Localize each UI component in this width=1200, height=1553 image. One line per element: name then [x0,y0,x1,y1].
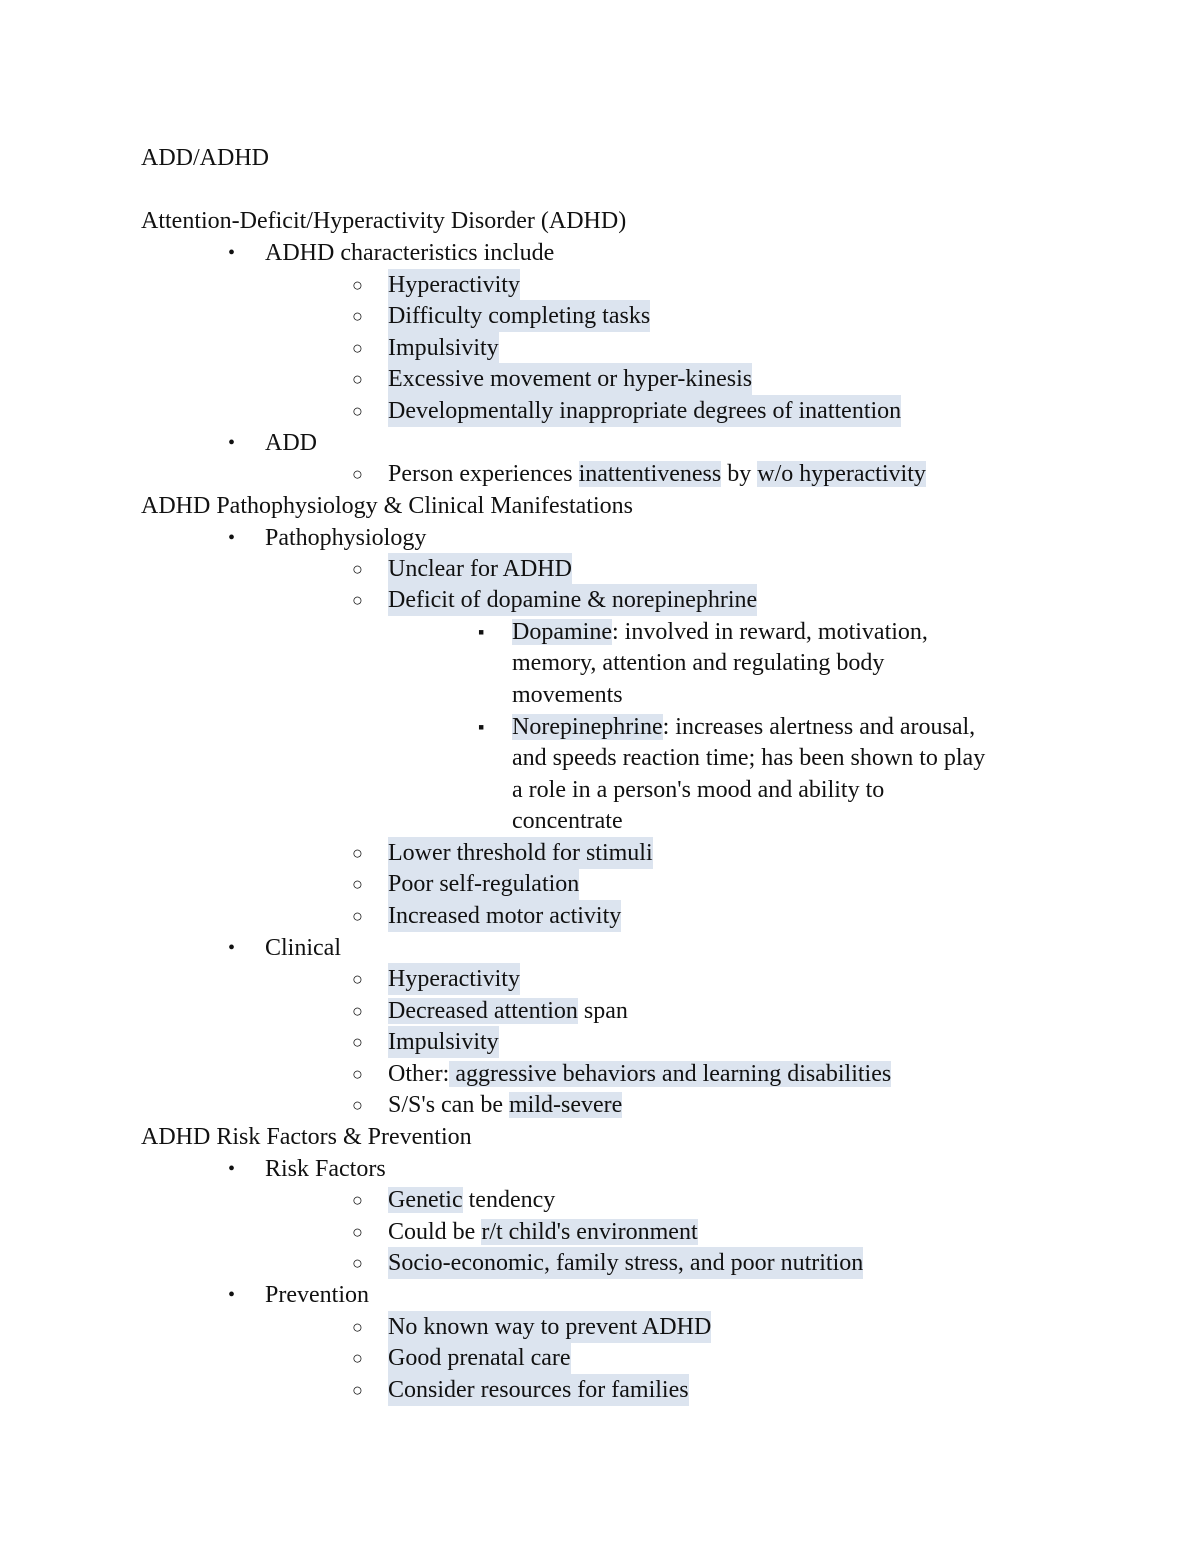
circle-bullet-icon: ○ [352,843,363,863]
circle-bullet-icon: ○ [352,559,363,579]
bullet-icon: • [228,527,236,549]
circle-bullet-icon: ○ [352,1064,363,1084]
document-page: ADD/ADHD Attention-Deficit/Hyperactivity Disorder (ADHD) • ADHD characteristics include ○ Hyperactivity ○ Difficulty completing tasks ○ Impulsivity ○ Excessive movement or hyper-kinesis ○ Developmentally inappropriate degrees of inattention • ADD ○ Person experiences inattentiveness by w/o hyperactivity ADHD Pathophysiology & Clinical Manifestations • Pathophysiology ○ Unclear for ADHD ○ Deficit of dopamine & norepinephrine ▪ Dopamine: involved in reward, motivation, memory, attention and regulating body movements ▪ Norepinephrine: increases alertness and arousal, and speeds reaction time; has been shown to play a role in a person's mood and ability to concentrate ○ Lower threshold for stimuli ○ Poor self-regulation ○ Increased motor activity • Clinical ○ Hyperactivity ○ Decreased attention span ○ Impulsivity ○ Other: aggressive behaviors and learning disabilities ○ S/S's can be mild-severe ADHD Risk Factors & Prevention • Risk Factors ○ Genetic tendency ○ Could be r/t child's environment ○ Socio-economic, family stress, and poor nutrition • Prevention ○ No known way to prevent ADHD ○ Good prenatal care ○ Consider resources for families [0,0,1200,1553]
circle-bullet-icon: ○ [352,1190,363,1210]
circle-bullet-icon: ○ [352,969,363,989]
bullet-icon: • [228,1284,236,1306]
circle-bullet-icon: ○ [352,1348,363,1368]
circle-bullet-icon: ○ [352,306,363,326]
circle-bullet-icon: ○ [352,1317,363,1337]
circle-bullet-icon: ○ [352,275,363,295]
circle-bullet-icon: ○ [352,906,363,926]
circle-bullet-icon: ○ [352,590,363,610]
square-bullet-icon: ▪ [478,622,485,642]
circle-bullet-icon: ○ [352,1001,363,1021]
circle-bullet-icon: ○ [352,874,363,894]
circle-bullet-icon: ○ [352,401,363,421]
circle-bullet-icon: ○ [352,1095,363,1115]
circle-bullet-icon: ○ [352,338,363,358]
circle-bullet-icon: ○ [352,1222,363,1242]
square-bullet-icon: ▪ [478,717,485,737]
bullet-icon: • [228,937,236,959]
bullet-icon: • [228,242,236,264]
circle-bullet-icon: ○ [352,1380,363,1400]
circle-bullet-icon: ○ [352,369,363,389]
bullet-icon: • [228,1158,236,1180]
circle-bullet-icon: ○ [352,1032,363,1052]
circle-bullet-icon: ○ [352,1253,363,1273]
bullet-icon: • [228,432,236,454]
circle-bullet-icon: ○ [352,464,363,484]
